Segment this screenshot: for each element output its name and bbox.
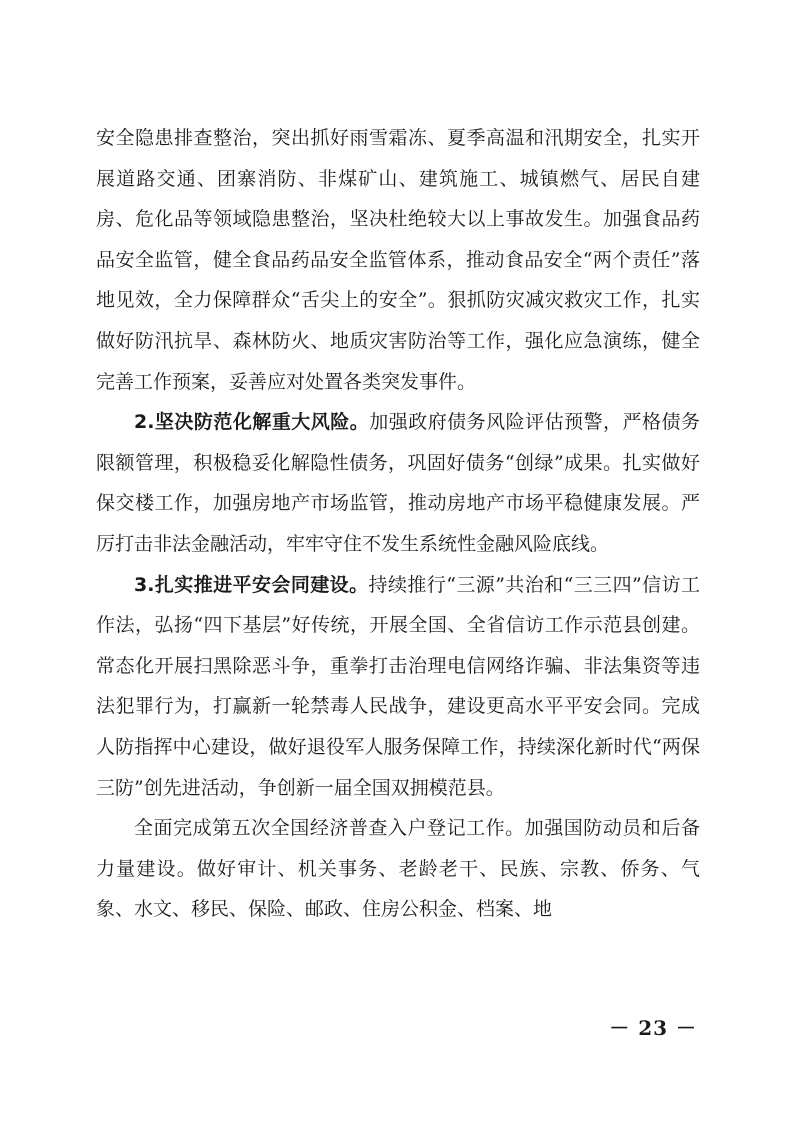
paragraph-section-3 xyxy=(96,565,700,809)
paragraph-last: 全面完成第五次全国经济普查入户登记工作。加强国防动员和后备力量建设。做好审计、机关事务、老龄老干、民族、宗教、侨务、气象、水文、移民、保险、邮政、住房公积金、档案、地 xyxy=(96,817,700,921)
paragraph-continued: 安全隐患排查整治，突出抓好雨雪霜冻、夏季高温和汛期安全，扎实开展道路交通、团寨消防、非煤矿山、建筑施工、城镇燃气、居民自建房、危化品等领域隐患整治，坚决杜绝较大以上事故发生。加强食品药品安全监管，健全食品药品安全监管体系，推动食品安全“两个责任”落地见效，全力保障群众“舌尖上的安全”。狠抓防灾减灾救灾工作，扎实做好防汛抗旱、森林防火、地质灾害防治等工作，强化应急演练，健全完善工作预案，妥善应对处置各类突发事件。 xyxy=(96,127,700,393)
page-number: － 23 － xyxy=(609,1016,697,1040)
section-2-body: 加强政府债务风险评估预警，严格债务限额管理，积极稳妥化解隐性债务，巩固好债务“创绿”成果。扎实做好保交楼工作，加强房地产市场监管，推动房地产市场平稳健康发展。严厉打击非法金融活动，牢牢守住不发生系统性金融风险底线。 xyxy=(96,411,700,555)
body-text xyxy=(96,118,700,930)
section-3-heading: 3.扎实推进平安会同建设。 xyxy=(134,573,369,596)
paragraph-section-2 xyxy=(96,402,700,564)
section-2-heading: 2.坚决防范化解重大风险。 xyxy=(134,411,370,434)
section-3-body: 持续推行“三源”共治和“三三四”信访工作法，弘扬“四下基层”好传统，开展全国、全省信访工作示范县创建。常态化开展扫黑除恶斗争，重拳打击治理电信网络诈骗、非法集资等违法犯罪行为，打赢新一轮禁毒人民战争，建设更高水平平安会同。完成人防指挥中心建设，做好退役军人服务保障工作，持续深化新时代“两保三防”创先进活动，争创新一届全国双拥模范县。 xyxy=(96,573,700,799)
